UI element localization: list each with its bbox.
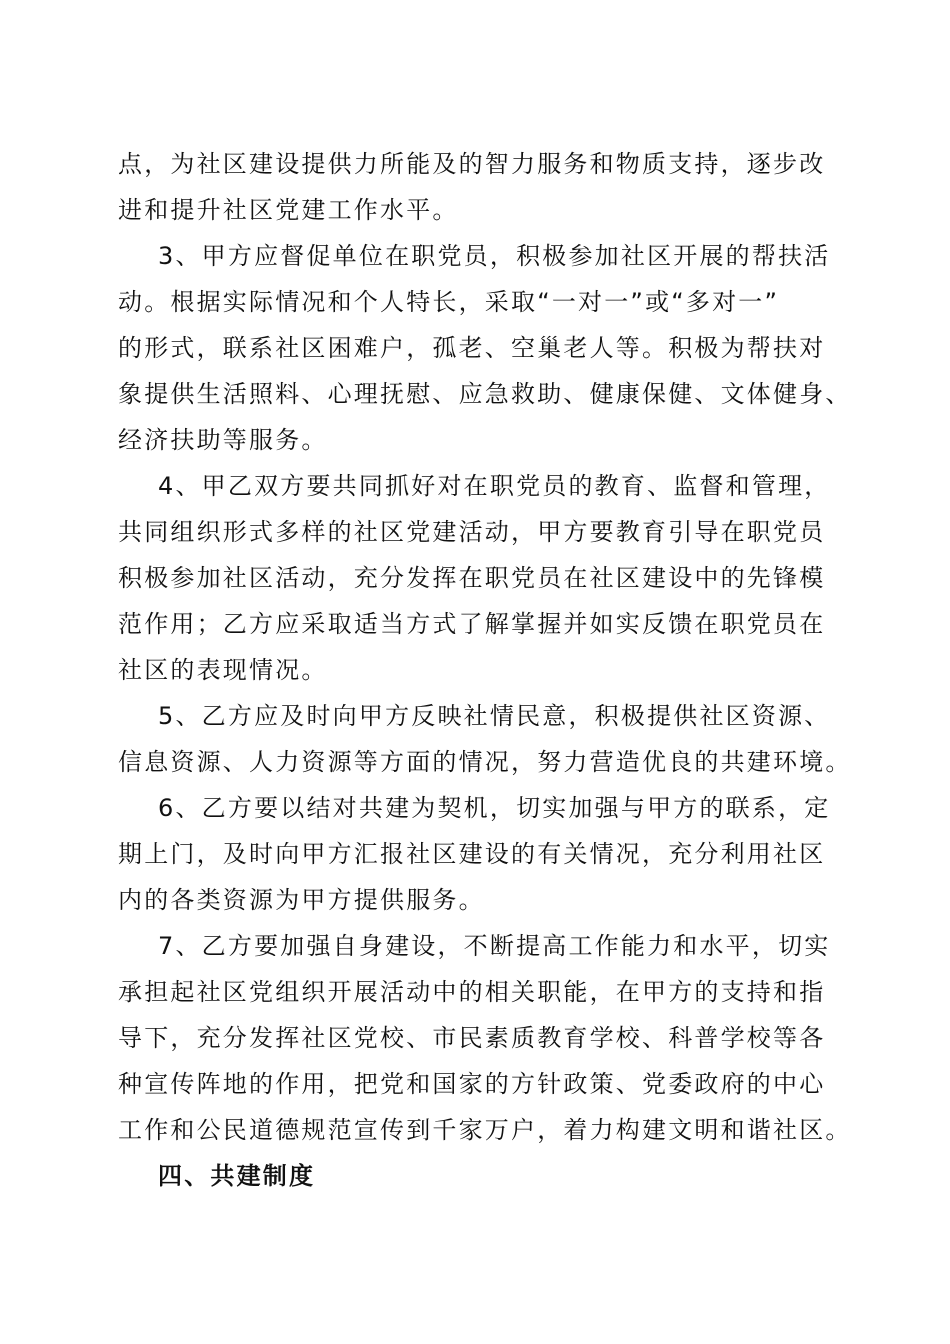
paragraph-line: 社区的表现情况。	[118, 656, 328, 684]
paragraph-line: 共同组织形式多样的社区党建活动，甲方要教育引导在职党员	[118, 518, 826, 546]
paragraph-line: 经济扶助等服务。	[118, 426, 328, 454]
section-heading: 四、共建制度	[158, 1162, 316, 1190]
document-body	[118, 141, 852, 1199]
paragraph-line: 动。根据实际情况和个人特长，采取“一对一”或“多对一”	[118, 288, 780, 316]
paragraph-line: 信息资源、人力资源等方面的情况，努力营造优良的共建环境。	[118, 748, 852, 776]
paragraph-line: 进和提升社区党建工作水平。	[118, 196, 459, 224]
clause-7-line: 7、乙方要加强自身建设，不断提高工作能力和水平，切实	[158, 932, 831, 960]
paragraph-line: 工作和公民道德规范宣传到千家万户，着力构建文明和谐社区。	[118, 1116, 852, 1144]
clause-4-line: 4、甲乙双方要共同抓好对在职党员的教育、监督和管理，	[158, 472, 831, 500]
paragraph-line: 内的各类资源为甲方提供服务。	[118, 886, 485, 914]
paragraph-line: 承担起社区党组织开展活动中的相关职能，在甲方的支持和指	[118, 978, 826, 1006]
paragraph-line: 种宣传阵地的作用，把党和国家的方针政策、党委政府的中心	[118, 1070, 826, 1098]
clause-3-line: 3、甲方应督促单位在职党员，积极参加社区开展的帮扶活	[158, 242, 831, 270]
clause-5-line: 5、乙方应及时向甲方反映社情民意，积极提供社区资源、	[158, 702, 831, 730]
paragraph-line: 的形式，联系社区困难户，孤老、空巢老人等。积极为帮扶对	[118, 334, 826, 362]
paragraph-line: 范作用；乙方应采取适当方式了解掌握并如实反馈在职党员在	[118, 610, 826, 638]
paragraph-line: 点，为社区建设提供力所能及的智力服务和物质支持，逐步改	[118, 150, 826, 178]
paragraph-line: 积极参加社区活动，充分发挥在职党员在社区建设中的先锋模	[118, 564, 826, 592]
clause-6-line: 6、乙方要以结对共建为契机，切实加强与甲方的联系，定	[158, 794, 831, 822]
paragraph-line: 期上门，及时向甲方汇报社区建设的有关情况，充分利用社区	[118, 840, 826, 868]
paragraph-line: 导下，充分发挥社区党校、市民素质教育学校、科普学校等各	[118, 1024, 826, 1052]
paragraph-line: 象提供生活照料、心理抚慰、应急救助、健康保健、文体健身、	[118, 380, 852, 408]
